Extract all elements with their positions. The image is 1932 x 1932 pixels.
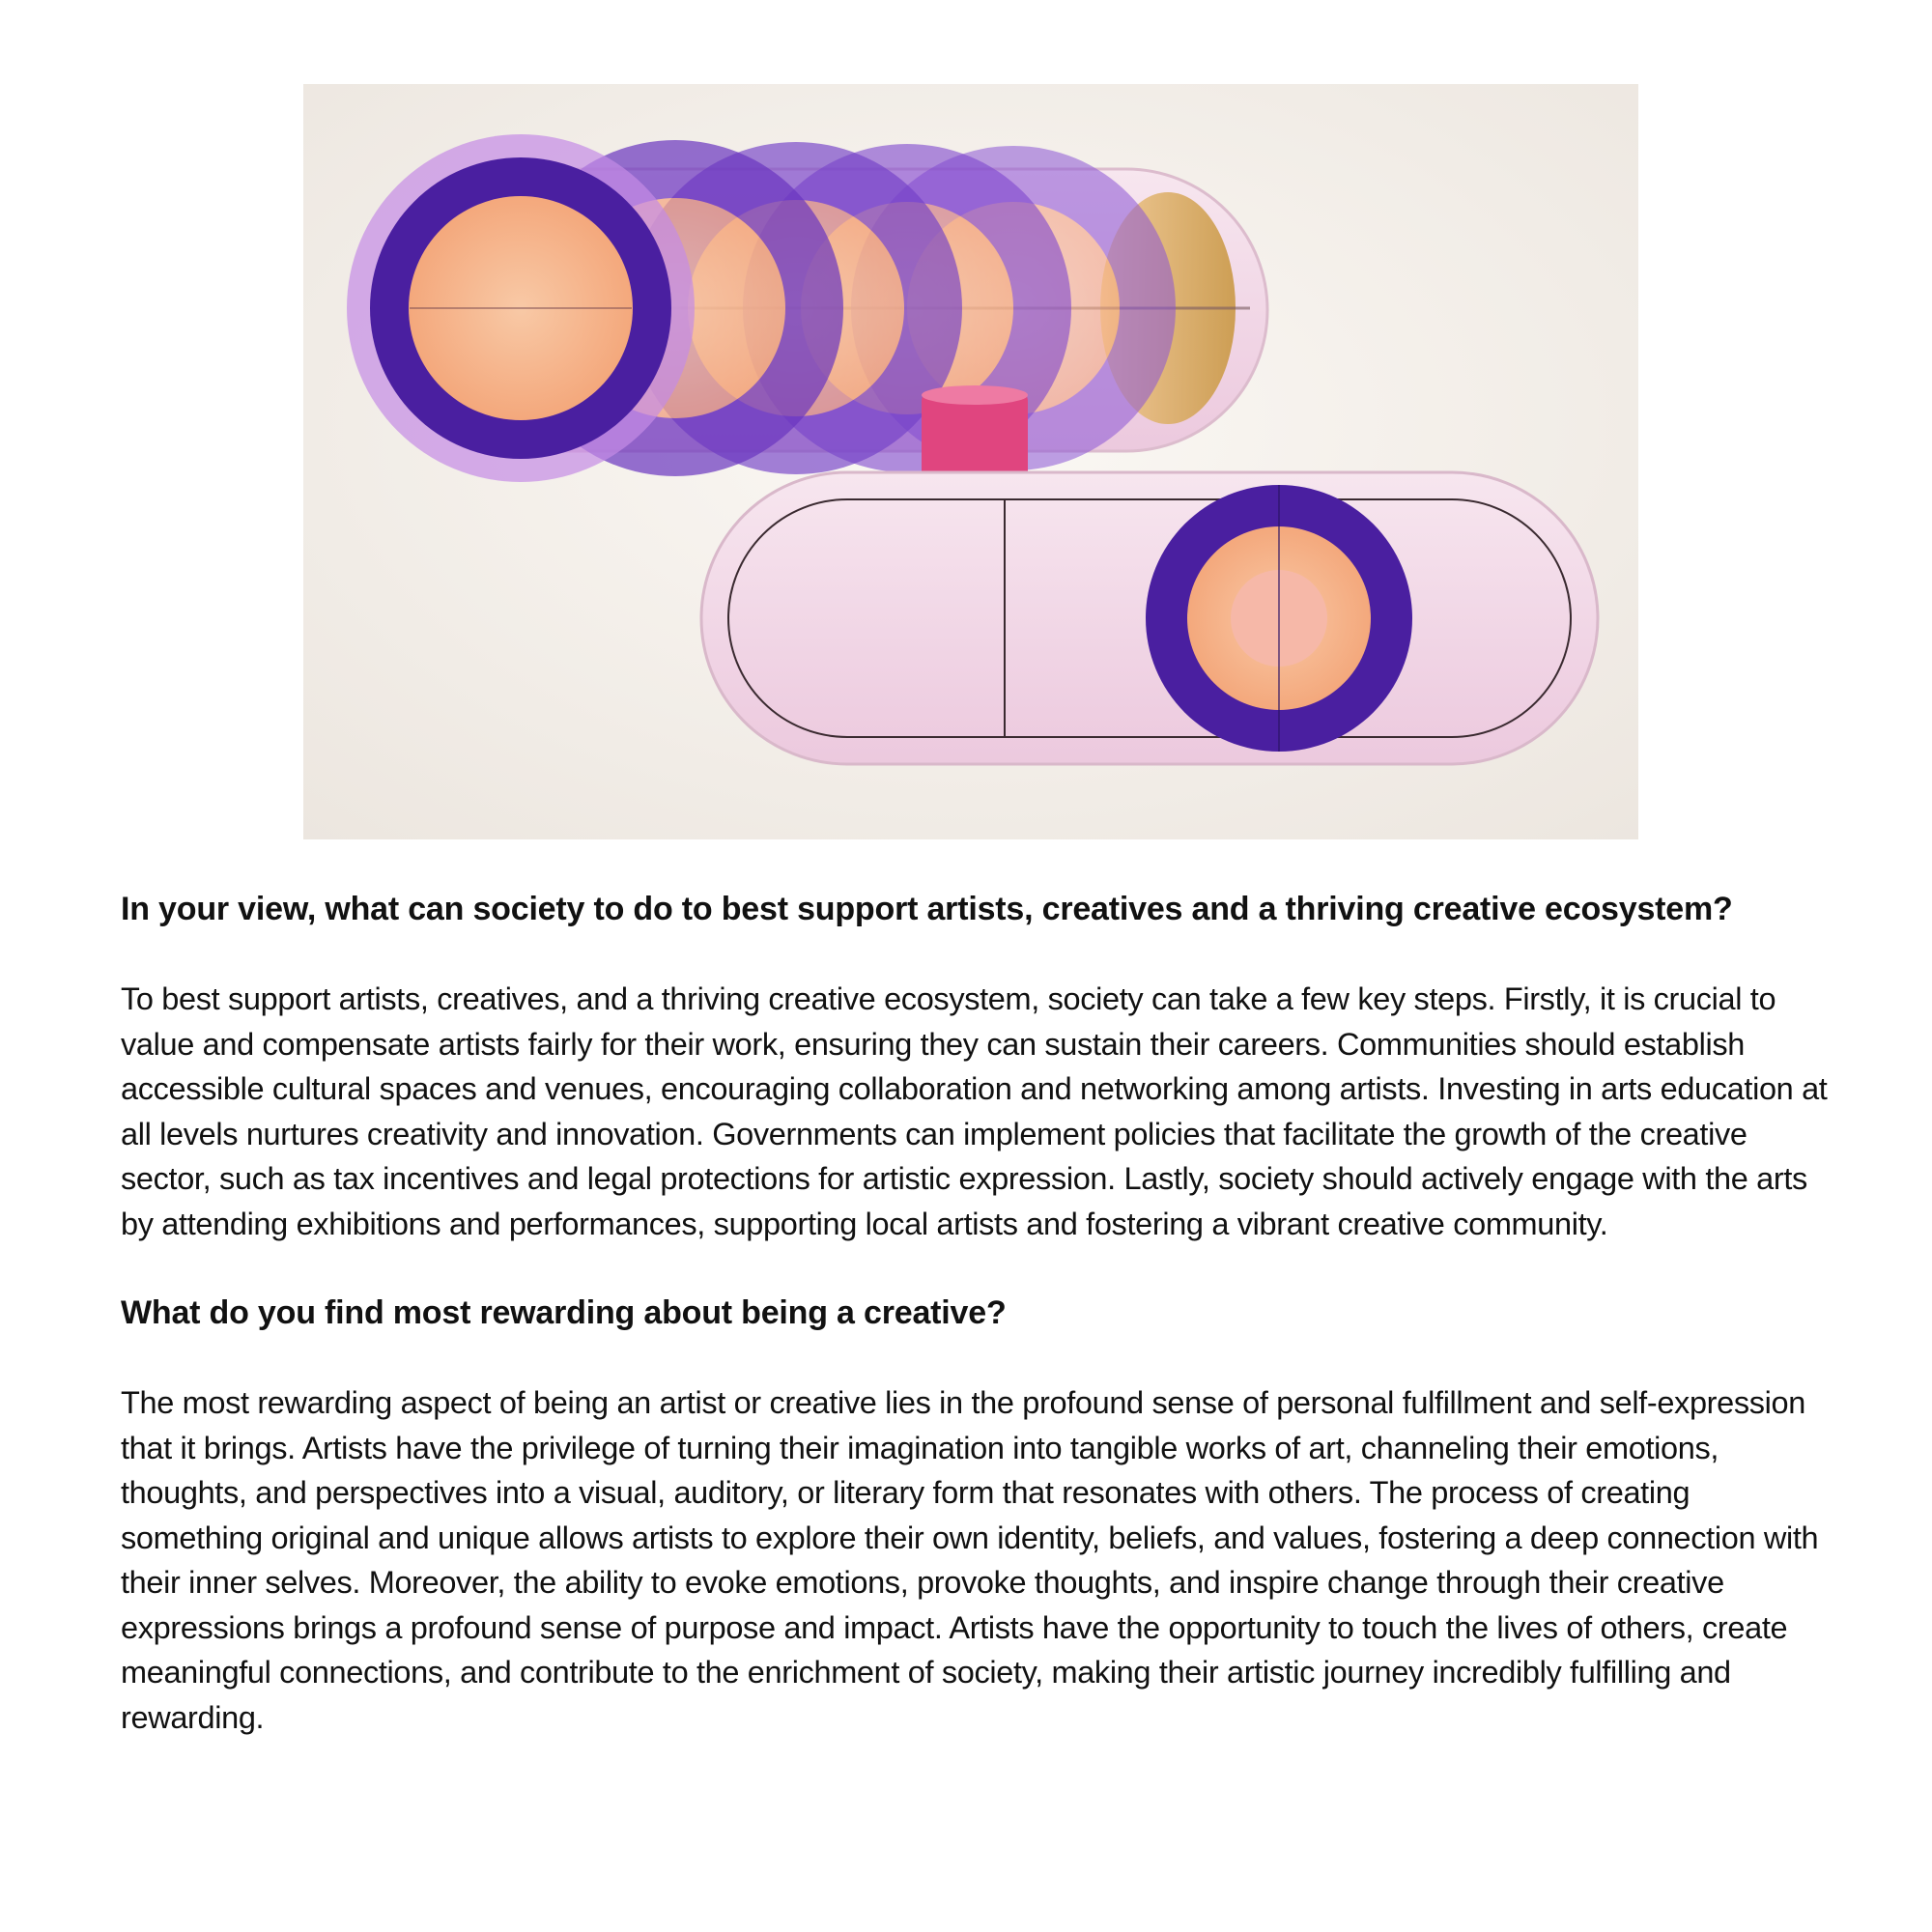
sculpture-illustration <box>303 84 1638 839</box>
question-heading: In your view, what can society to do to best support artists, creatives and a thriving creative ecosystem? <box>121 891 1733 927</box>
sculpture-photo <box>303 84 1638 839</box>
question-heading: What do you find most rewarding about being a creative? <box>121 1294 1007 1331</box>
answer-paragraph: To best support artists, creatives, and a thriving creative ecosystem, society can take a few key steps. Firstly, it is crucial to value and compensate artists fairly for their work, ensuring they can sustain their careers. Communities should establish accessible cultural spaces and venues, encouraging collaboration and networking among artists. Investing in arts education at all levels nurtures creativity and innovation. Governments can implement policies that facilitate the growth of the creative sector, such as tax incentives and legal protections for artistic expression. Lastly, society should actively engage with the arts by attending exhibitions and performances, supporting local artists and fostering a vibrant creative community. <box>121 981 1828 1241</box>
answer-paragraph: The most rewarding aspect of being an artist or creative lies in the profound sense of personal fulfillment and self-expression that it brings. Artists have the privilege of turning their imagination into tangible works of art, channeling their emotions, thoughts, and perspectives into a visual, auditory, or literary form that resonates with others. The process of creating something original and unique allows artists to explore their own identity, beliefs, and values, fostering a deep connection with their inner selves. Moreover, the ability to evoke emotions, provoke thoughts, and inspire change through their creative expressions brings a profound sense of purpose and impact. Artists have the opportunity to touch the lives of others, create meaningful connections, and contribute to the enrichment of society, making their artistic journey incredibly fulfilling and rewarding. <box>121 1385 1819 1735</box>
interview-article <box>121 887 1831 1784</box>
